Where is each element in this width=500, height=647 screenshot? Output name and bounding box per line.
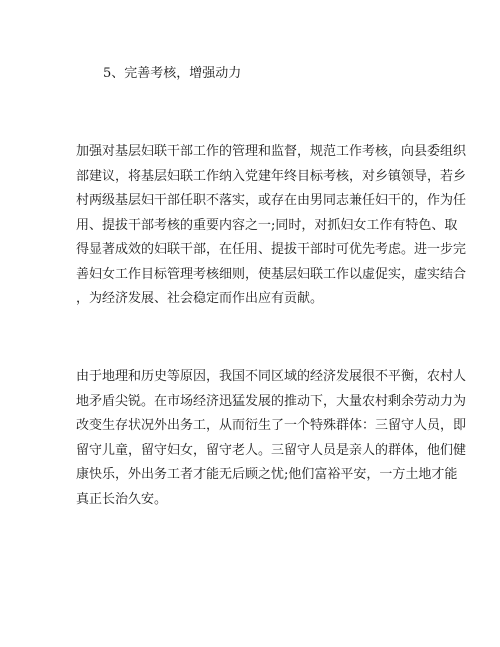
section-heading: 5、完善考核，增强动力 [103,66,242,81]
paragraph-line: 康快乐，外出务工者才能无后顾之忧;他们富裕平安，一方土地才能 [76,467,458,482]
paragraph-line: 地矛盾尖锐。在市场经济迅猛发展的推动下，大量农村剩余劳动力为 [76,393,467,409]
paragraph-line: ，为经济发展、社会稳定而作出应有贡献。 [76,291,324,306]
paragraph-line: 用、提拔干部考核的重要内容之一;同时，对抓妇女工作有特色、取 [76,217,458,233]
paragraph-line: 由于地理和历史等原因，我国不同区域的经济发展很不平衡，农村人 [76,369,467,384]
paragraph-left-behind-groups [76,365,467,512]
paragraph-line: 留守儿童，留守妇女，留守老人。三留守人员是亲人的群体，他们健 [76,442,467,458]
paragraph-line: 部建议，将基层妇联工作纳入党建年终目标考核，对乡镇领导，若乡 [76,168,467,184]
paragraph-women-federation-assessment [76,140,467,312]
paragraph-line: 真正长治久安。 [76,491,168,507]
paragraph-line: 加强对基层妇联干部工作的管理和监督，规范工作考核，向县委组织 [76,144,467,159]
paragraph-line: 改变生存状况外出务工，从而衍生了一个特殊群体：三留守人员，即 [76,418,467,433]
paragraph-line: 得显著成效的妇联干部，在任用、提拔干部时可优先考虑。进一步完 [76,242,467,257]
paragraph-line: 善妇女工作目标管理考核细则，使基层妇联工作以虚促实，虚实结合 [76,266,467,282]
paragraph-line: 村两级基层妇干部任职不落实，或存在由男同志兼任妇干的，作为任 [76,193,467,208]
